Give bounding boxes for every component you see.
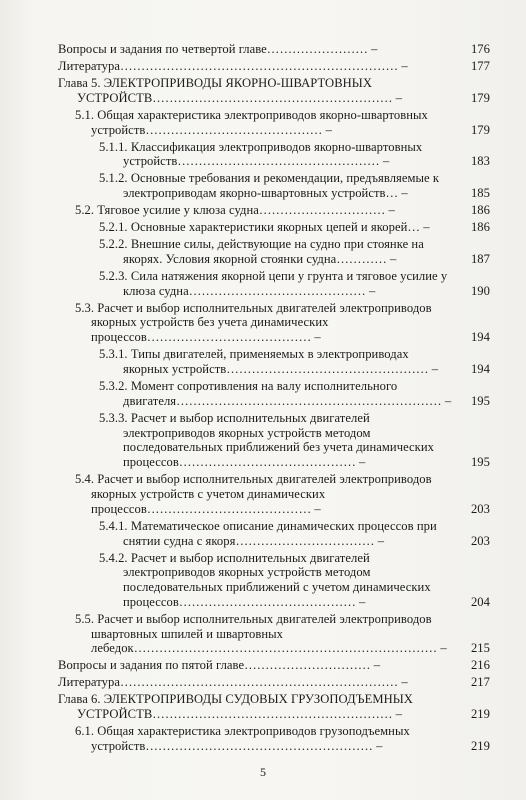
toc-entry-page: 203 [470,533,490,548]
toc-entry [58,140,490,170]
toc-entry-title: 5.1.1. Классификация электроприводов якорно-швартовных устройств………………………………………… – [99,139,423,169]
toc-entry-page: 179 [470,122,490,137]
toc-entry-page: 190 [470,283,490,298]
toc-entry-title: 5.1. Общая характеристика электроприводов якорно-швартовных устройств…………………………………… – [75,107,428,137]
toc-entry-page: 195 [470,455,490,470]
toc-entry-page: 185 [470,186,490,201]
toc-entry-title: 5.4.2. Расчет и выбор исполнительных двигателей электроприводов якорных устройств методом последовательных приближений с учетом динамических процессов…………………………………… – [99,550,431,609]
toc-entry [58,472,490,516]
toc-entry-page: 194 [470,330,490,345]
toc-entry-page: 187 [470,251,490,266]
toc-entry [58,42,490,57]
toc-entry [58,675,490,690]
toc-entry [58,59,490,74]
toc-entry-title: Вопросы и задания по четвертой главе…………………… – [58,42,378,56]
toc-entry-title: 5.2.2. Внешние силы, действующие на судно при стоянке на якорях. Условия якорной стоянки судна………… – [99,237,424,266]
toc-entry [58,519,490,549]
toc-entry-page: 177 [470,58,490,73]
toc-entry [58,379,490,409]
toc-entry [58,692,490,722]
toc-entry-title: 6.1. Общая характеристика электроприводов грузоподъемных устройств……………………………………………… – [75,724,410,753]
toc-entry [58,301,490,345]
toc-entry-page: 215 [470,641,490,656]
page-number: 5 [260,765,266,779]
toc-entry-title: Глава 5. ЭЛЕКТРОПРИВОДЫ ЯКОРНО-ШВАРТОВНЫХ УСТРОЙСТВ………………………………………………… – [58,75,403,105]
toc-entry-page: 217 [470,675,490,690]
toc-entry-title: 5.4.1. Математическое описание динамических процессов при снятии судна с якоря…………………………… – [99,518,437,548]
toc-entry-page: 219 [470,739,490,753]
toc-entry-title: 5.3.1. Типы двигателей, применяемых в электроприводах якорных устройств………………………………………… – [99,347,439,376]
toc-entry-title: Литература………………………………………………………… – [58,675,408,690]
toc-entry-page: 194 [470,362,490,376]
toc-entry [58,269,490,299]
toc-entry [58,76,490,106]
toc-entry [58,347,490,377]
toc-entry [58,658,490,673]
toc-entry-page: 204 [470,594,490,609]
toc-entry-title: 5.3.3. Расчет и выбор исполнительных двигателей электроприводов якорных устройств методом последовательных приближений без учета динамических процессов…………………………………… – [99,410,434,470]
toc-entry [58,612,490,656]
toc-entry [58,551,490,610]
toc-entry-title: Глава 6. ЭЛЕКТРОПРИВОДЫ СУДОВЫХ ГРУЗОПОДЪЕМНЫХ УСТРОЙСТВ………………………………………………… – [58,692,413,722]
toc-entry [58,203,490,218]
toc-entry [58,237,490,267]
toc-entry-page: 186 [470,220,490,235]
toc-entry [58,171,490,201]
toc-entry-page: 195 [470,393,490,408]
toc-entry-page: 203 [470,501,490,516]
toc-entry-title: 5.4. Расчет и выбор исполнительных двигателей электроприводов якорных устройств с учетом динамических процессов………………………………… – [75,472,432,516]
toc-entry-page: 216 [470,658,490,673]
toc-entry-page: 179 [470,90,490,105]
toc-entry [58,724,490,754]
table-of-contents [58,42,490,756]
toc-entry-page: 219 [470,707,490,722]
toc-entry-title: 5.2.3. Сила натяжения якорной цепи у грунта и тяговое усилие у клюза судна…………………………………… – [99,268,448,298]
toc-entry [58,411,490,470]
toc-entry [58,220,490,235]
toc-entry-title: 5.3.2. Момент сопротивления на валу исполнительного двигателя……………………………………………………… – [99,378,452,408]
toc-entry-title: 5.5. Расчет и выбор исполнительных двигателей электроприводов швартовных шпилей и швартовных лебедок……………………………………………………………… – [75,611,447,656]
toc-entry-title: 5.2.1. Основные характеристики якорных цепей и якорей… – [99,220,430,235]
toc-entry-title: 5.2. Тяговое усилие у клюза судна………………………… – [75,203,395,218]
toc-entry-title: 5.3. Расчет и выбор исполнительных двигателей электроприводов якорных устройств без учета динамических процессов………………………………… – [75,300,432,345]
toc-entry-title: 5.1.2. Основные требования и рекомендации, предъявляемые к электроприводам якорно-швартовных устройств… – [99,171,440,201]
toc-entry-page: 183 [470,154,490,169]
toc-entry-title: Вопросы и задания по пятой главе………………………… – [58,658,381,673]
toc-entry-page: 186 [470,203,490,218]
toc-entry [58,108,490,138]
toc-entry-title: Литература………………………………………………………… – [58,58,408,73]
toc-entry-page: 176 [470,42,490,56]
